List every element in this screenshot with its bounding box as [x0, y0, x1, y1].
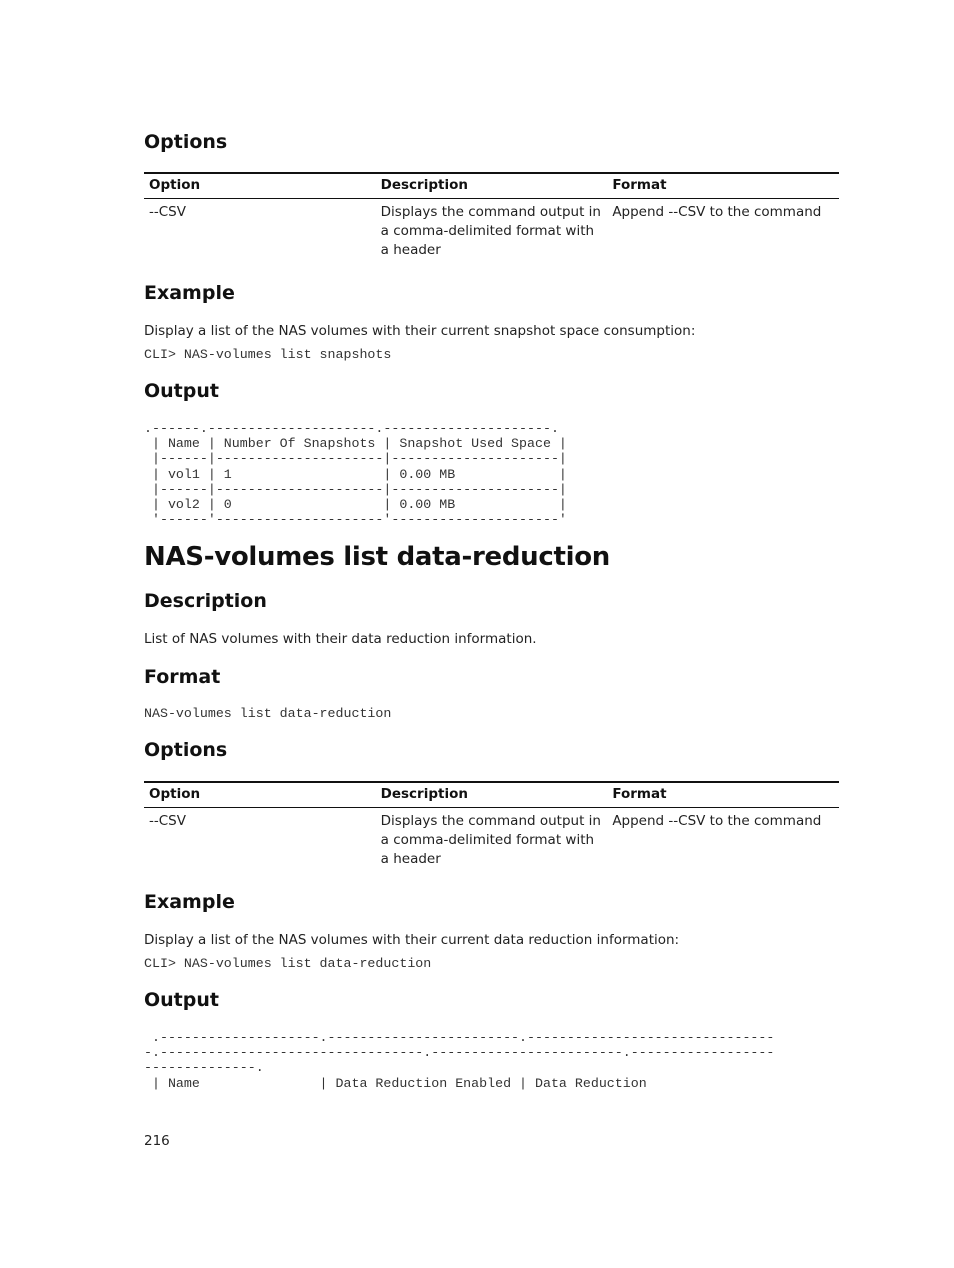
column-header-format: Format — [607, 173, 839, 199]
cell-description: Displays the command output in a comma-delimited format with a header — [380, 813, 601, 867]
example-command-2: CLI> NAS-volumes list data-reduction — [144, 956, 432, 971]
cell-format: Append --CSV to the command — [612, 813, 822, 829]
options-heading-2: Options — [144, 739, 228, 761]
description-text: List of NAS volumes with their data reduction information. — [144, 631, 537, 647]
column-header-description: Description — [376, 782, 608, 808]
table-row — [144, 199, 839, 261]
cell-option: --CSV — [149, 204, 186, 220]
column-header-option: Option — [144, 173, 376, 199]
example-heading-1: Example — [144, 282, 235, 304]
example-text-1: Display a list of the NAS volumes with their current snapshot space consumption: — [144, 323, 696, 339]
example-text-2: Display a list of the NAS volumes with their current data reduction information: — [144, 932, 680, 948]
output-heading-1: Output — [144, 380, 219, 402]
page-number: 216 — [144, 1133, 170, 1149]
table-header-row — [144, 782, 839, 808]
format-command: NAS-volumes list data-reduction — [144, 706, 392, 721]
output-block-2: .--------------------.------------------------.------------------------------- -.---------------------------------.------------------------.------------------ --------------. | Name | Data Reduction Enabled | Data Reduction — [144, 1030, 775, 1091]
cell-format: Append --CSV to the command — [612, 204, 822, 220]
output-block-1: .------.---------------------.---------------------. | Name | Number Of Snapshots | Snapshot Used Space | |------|---------------------|---------------------| | vol1 | 1 | 0.00 MB | |------|---------------------|---------------------| | vol2 | 0 | 0.00 MB | '------'---------------------'---------------------' — [144, 421, 567, 528]
column-header-description: Description — [376, 173, 608, 199]
table-row — [144, 808, 839, 870]
options-table-2 — [144, 781, 839, 869]
options-heading-1: Options — [144, 131, 228, 153]
format-heading: Format — [144, 666, 221, 688]
table-header-row — [144, 173, 839, 199]
cell-option: --CSV — [149, 813, 186, 829]
column-header-format: Format — [607, 782, 839, 808]
options-table-1 — [144, 172, 839, 260]
example-heading-2: Example — [144, 891, 235, 913]
output-heading-2: Output — [144, 989, 219, 1011]
example-command-1: CLI> NAS-volumes list snapshots — [144, 347, 392, 362]
description-heading: Description — [144, 590, 267, 612]
section-title: NAS-volumes list data-reduction — [144, 542, 610, 572]
column-header-option: Option — [144, 782, 376, 808]
cell-description: Displays the command output in a comma-delimited format with a header — [380, 204, 601, 258]
